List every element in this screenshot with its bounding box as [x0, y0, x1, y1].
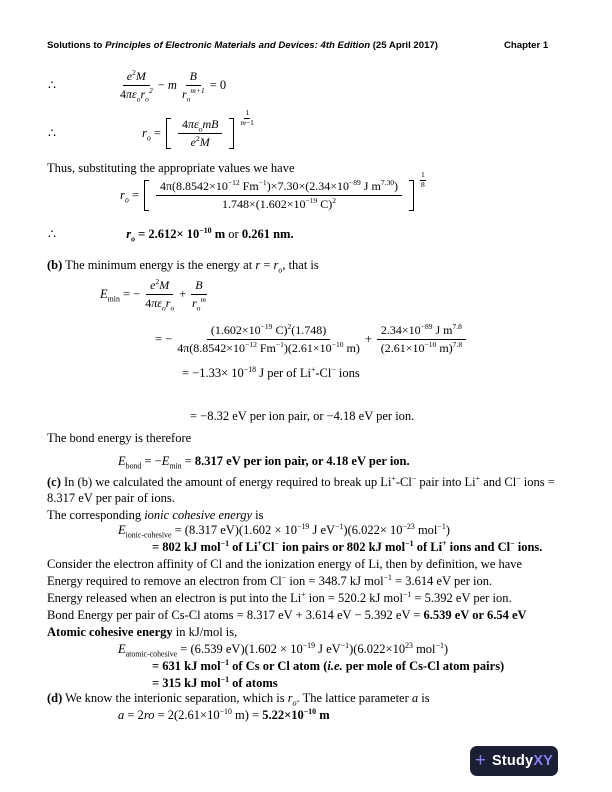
therefore-symbol: ∴: [48, 227, 56, 241]
fraction-numerator: ($1.602\times 10^{-19}$ C)$^2$(1.748): [207, 323, 330, 340]
fraction-denominator: $1.748\times(1.602\times 10^{-19}$ C)$^2$: [221, 195, 337, 211]
paragraph-energy-released: Energy released when an electron is put into the Li+ ion = 520.2 kJ mol$^{-1}$ = 5.392 eV per ion.: [47, 589, 512, 605]
exponent-fraction: [240, 109, 253, 127]
fraction-denominator: $4\pi\varepsilon_or_o$: [145, 295, 175, 312]
right-bracket: [229, 118, 234, 149]
result-ro: [48, 226, 294, 242]
fraction: [178, 117, 223, 150]
exponent-numerator: 1: [421, 170, 425, 180]
fraction-denominator: $r_o^{m+1}$: [181, 85, 205, 103]
right-bracket: [409, 180, 414, 211]
paragraph-energy-remove: Energy required to remove an electron from Cl− ion = 348.7 kJ mol$^{-1}$ = 3.614 eV per ion.: [47, 572, 493, 588]
paragraph-bond-energy: The bond energy is therefore: [47, 431, 192, 445]
fraction-numerator: $e^2M$: [123, 69, 150, 86]
result-atomic-cohesive-315: = 315 kJ mol$^{-1}$ of atoms: [152, 674, 278, 690]
equation-ionic-cohesive: $E_{ionic-cohesive} = (8.317$ $eV)(1.602 \times 10^{-19}$ J $eV^{-1})(6.022\times 10^{-23}$ mol$^{-1}$): [118, 521, 450, 540]
exponent-denominator: 8: [421, 179, 425, 189]
fraction-numerator: B: [186, 69, 201, 86]
left-bracket: [166, 118, 171, 149]
equation-ro-formula: [48, 110, 254, 156]
therefore-symbol: ∴: [48, 126, 56, 140]
fraction-denominator: $4\pi\varepsilon_or_o^2$: [119, 85, 153, 103]
result-lattice-parameter: $a = 2ro = 2(2.61\times 10^{-10}$ $m) = 5.22\times 10^{-10}$ m: [118, 706, 330, 722]
fraction-numerator: $4\pi(8.8542\times 10^{-12}$ $Fm^{-1})\times 7.30\times(2.34\times 10^{-89}$ J $m^{7.30}$): [156, 179, 402, 196]
plus-operator: +: [179, 286, 187, 301]
therefore-symbol: ∴: [48, 78, 56, 92]
fraction-denominator: $4\pi(8.8542\times 10^{-12}$ $Fm^{-1})(2.61\times 10^{-10}$ m): [177, 339, 360, 355]
equation-emin-substituted: [155, 318, 466, 360]
equation-prefix: = −: [155, 331, 173, 346]
paragraph-electron-affinity: Consider the electron affinity of Cl and the ionization energy of Li, then by definition, we have: [47, 557, 523, 571]
fraction-numerator: $2.34\times 10^{-89}$ J $m^{7.8}$: [377, 323, 466, 340]
fraction: [145, 278, 174, 311]
exponent-denominator: m−1: [240, 117, 254, 127]
result-emin-joules: = $-1.33\times 10^{-18}$ J per of Li+-Cl− ions: [182, 364, 360, 380]
fraction: [120, 69, 153, 102]
equation-emin: [100, 274, 207, 314]
result-emin-ev: = −8.32 eV per ion pair, or −4.18 eV per ion.: [190, 409, 415, 423]
fraction-numerator: B: [191, 278, 206, 295]
fraction-denominator: $e^2M$: [190, 133, 210, 149]
paragraph-bond-energy-pair: Bond Energy per pair of Cs-Cl atoms = 8.317 eV + 3.614 eV − 5.392 eV = 6.539 eV or 6.54 eV: [47, 608, 527, 622]
exponent-fraction: [420, 171, 426, 189]
fraction: [377, 323, 466, 356]
equation-force-balance: [48, 63, 226, 107]
page-header-title: Solutions to Principles of Electronic Materials and Devices: 4th Edition (25 April 2017): [47, 40, 438, 51]
equation-lhs: $r_o$ =: [141, 125, 161, 142]
paragraph-part-b: (b) The minimum energy is the energy at $r = r_o$, that is: [47, 258, 319, 275]
paragraph-ionic-cohesive: The corresponding ionic cohesive energy is: [47, 508, 264, 522]
plus-icon: +: [474, 749, 487, 771]
fraction: [182, 69, 205, 102]
paragraph-part-c-line1: (c) In (b) we calculated the amount of energy required to break up Li+-Cl− pair into Li+ and Cl− ions =: [47, 473, 555, 489]
logo-text-study: Study: [492, 753, 534, 769]
result-atomic-cohesive-631: = 631 kJ mol$^{-1}$ of Cs or Cl atom (i.e. per mole of Cs-Cl atom pairs): [152, 657, 505, 673]
exponent-numerator: 1: [245, 108, 250, 118]
equation-ro-substituted: [120, 172, 426, 218]
plus-operator: +: [364, 331, 372, 346]
equation-atomic-cohesive: $E_{atomic-cohesive} = (6.539$ $eV)(1.602 \times 10^{-19}$ J $eV^{-1})(6.022\times 10^{23}$ mol$^{-1}$): [118, 640, 449, 659]
paragraph-atomic-cohesive: Atomic cohesive energy in kJ/mol is,: [47, 625, 238, 639]
page-header-chapter: Chapter 1: [504, 40, 549, 51]
fraction-numerator: $4\pi\varepsilon_omB$: [178, 117, 223, 134]
fraction: [156, 179, 402, 212]
equation-lhs: $E_{min}$ = −: [100, 286, 141, 303]
equation-rhs: = 0: [209, 77, 227, 92]
fraction-denominator: ($2.61\times 10^{-10}$ m)$^{7.8}$: [380, 339, 463, 355]
paragraph-part-c-line2: 8.317 eV per pair of ions.: [47, 491, 175, 505]
paragraph-part-d: (d) We know the interionic separation, which is $r_o$. The lattice parameter a is: [47, 691, 430, 708]
logo-text-xy: XY: [533, 753, 554, 769]
left-bracket: [144, 180, 149, 211]
fraction-numerator: $e^2M$: [146, 278, 173, 295]
result-ro-value: $r_o = 2.612\times 10^{-10}$ m or 0.261 nm.: [126, 225, 294, 244]
result-ionic-cohesive: = 802 kJ mol$^{-1}$ of Li+Cl− ion pairs or 802 kJ mol$^{-1}$ of Li+ ions and Cl− ions.: [152, 538, 543, 554]
fraction-denominator: $r_o^m$: [192, 294, 206, 312]
equation-lhs: $r_o$ =: [120, 187, 139, 204]
fraction: [177, 323, 360, 356]
result-ebond: $E_{bond} = -E_{min} = 8.317$ eV per ion pair, or 4.18 eV per ion.: [118, 454, 410, 471]
fraction: [191, 278, 206, 311]
studyxy-logo[interactable]: [470, 746, 558, 776]
paragraph-thus: Thus, substituting the appropriate values we have: [47, 161, 295, 175]
equation-operator: − m: [157, 77, 177, 92]
